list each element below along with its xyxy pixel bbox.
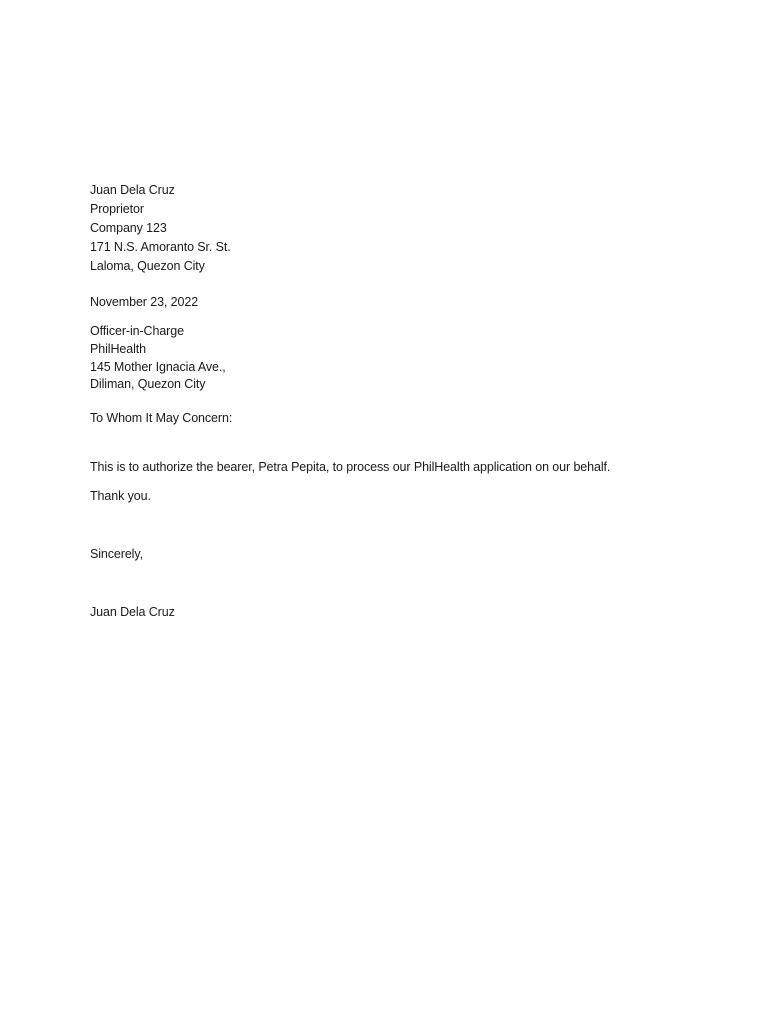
salutation: To Whom It May Concern: [90, 411, 233, 425]
sender-title: Proprietor [90, 202, 144, 216]
sender-city: Laloma, Quezon City [90, 259, 205, 273]
signature-name: Juan Dela Cruz [90, 605, 175, 619]
recipient-title: Officer-in-Charge [90, 324, 184, 338]
sender-company: Company 123 [90, 221, 167, 235]
thanks-line: Thank you. [90, 489, 151, 503]
closing: Sincerely, [90, 547, 143, 561]
recipient-city: Diliman, Quezon City [90, 377, 206, 391]
sender-street: 171 N.S. Amoranto Sr. St. [90, 240, 231, 254]
recipient-street: 145 Mother Ignacia Ave., [90, 360, 226, 374]
letter-body: This is to authorize the bearer, Petra Pepita, to process our PhilHealth application on our behalf. [90, 460, 611, 474]
letter-date: November 23, 2022 [90, 295, 199, 309]
sender-name: Juan Dela Cruz [90, 183, 175, 197]
recipient-organization: PhilHealth [90, 342, 146, 356]
